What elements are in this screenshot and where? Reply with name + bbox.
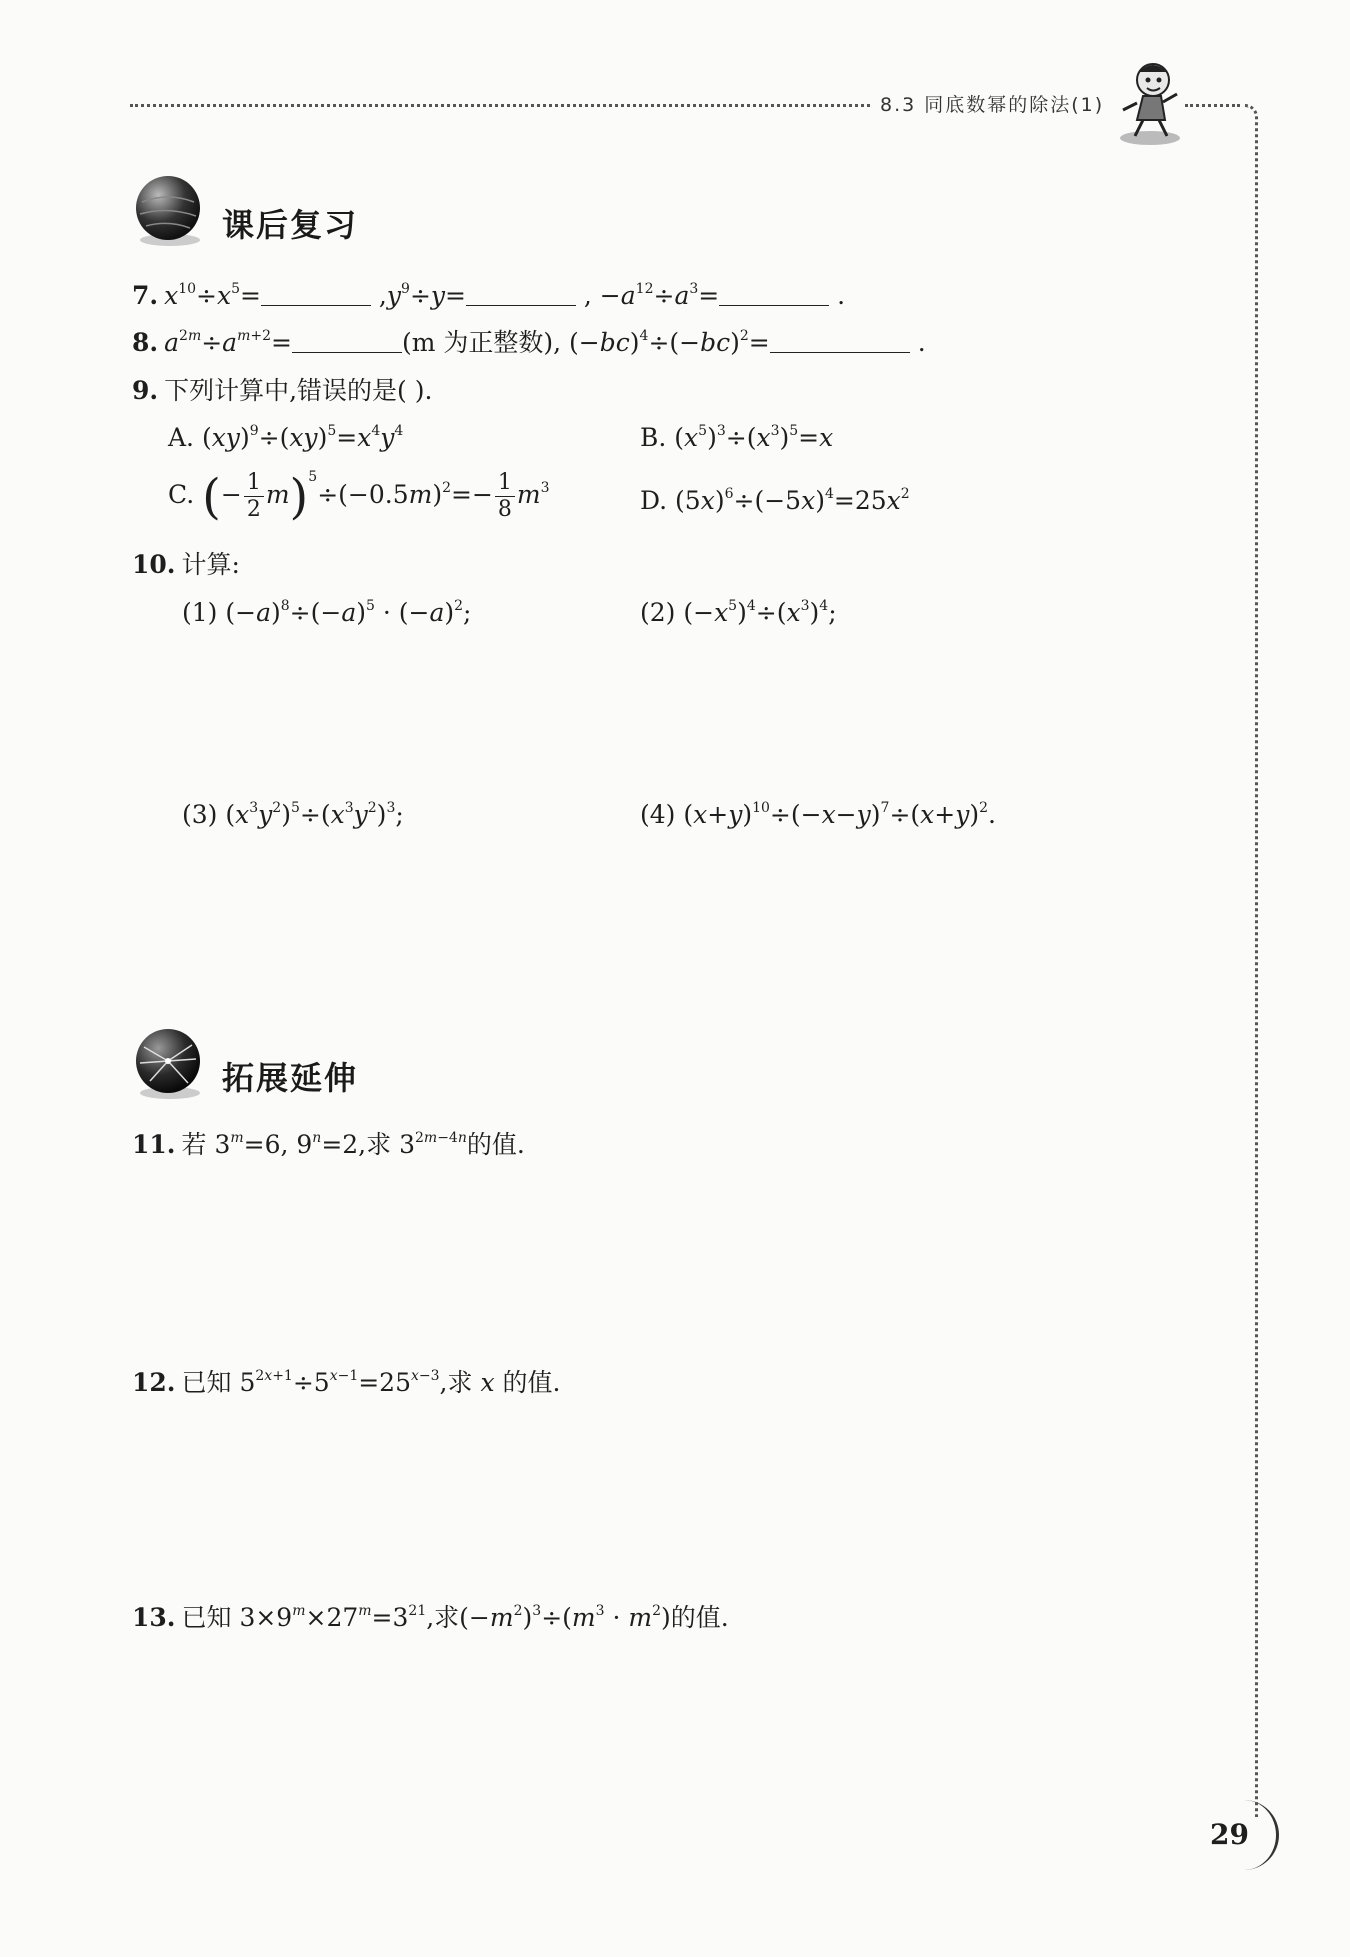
header-rule-right (1185, 104, 1240, 107)
question-11: 11. 若 $3^m=6$, $9^n=2$,求 $3^{2m-4n}$的值. (132, 1130, 525, 1159)
section-title-extend: 拓展延伸 (222, 1059, 359, 1097)
option-a: A. $(xy)^9\div(xy)^5=x^4y^4$ (168, 423, 404, 452)
question-8: 8. $a^{2m}\div a^{m+2}= (m$ 为正整数), $(-bc)^4\div(-bc)^2=$ . (132, 328, 926, 357)
q10-part-4: (4) $(x+y)^{10}\div(-x-y)^7\div(x+y)^2$. (640, 800, 996, 829)
globe-icon (130, 1025, 206, 1101)
page-number: 29 (1210, 1818, 1249, 1851)
question-7: 7. $x^{10}\div x^5= ,y^9\div y=$ , $-a^{12}\div a^3=$ . (132, 281, 846, 310)
question-12: 12. 已知 $5^{2x+1}\div 5^{x-1}=25^{x-3}$,求 x 的值. (132, 1368, 561, 1397)
option-c: C. (− $\frac{1}{2}$ $m)^5\div(-0.5m)^2=-$ $\frac{1}{8}$ $m^3$ (168, 469, 550, 525)
section-title-review: 课后复习 (222, 206, 359, 244)
option-b: B. $(x^5)^3\div(x^3)^5=x$ (640, 423, 834, 452)
q10-part-1: (1) $(-a)^8\div(-a)^5 \cdot (-a)^2$; (182, 598, 472, 627)
q10-part-2: (2) $(-x^5)^4\div(x^3)^4$; (640, 598, 837, 627)
mascot-icon (1115, 58, 1185, 148)
header-rule (130, 104, 870, 107)
sphere-icon (130, 172, 206, 248)
option-d: D. $(5x)^6\div(-5x)^4=25x^2$ (640, 486, 910, 515)
question-13: 13. 已知 $3\times 9^m\times 27^m=3^{21}$,求$(-m^2)^3\div(m^3 \cdot m^2)$的值. (132, 1603, 729, 1632)
header-section-title: 8.3 同底数幂的除法(1) (880, 94, 1105, 116)
question-9-stem: 9. 下列计算中,错误的是( ). (132, 376, 433, 405)
page-margin-rule (1245, 104, 1258, 1817)
q10-part-3: (3) $(x^3y^2)^5\div(x^3y^2)^3$; (182, 800, 404, 829)
question-10-stem: 10. 计算: (132, 550, 240, 579)
